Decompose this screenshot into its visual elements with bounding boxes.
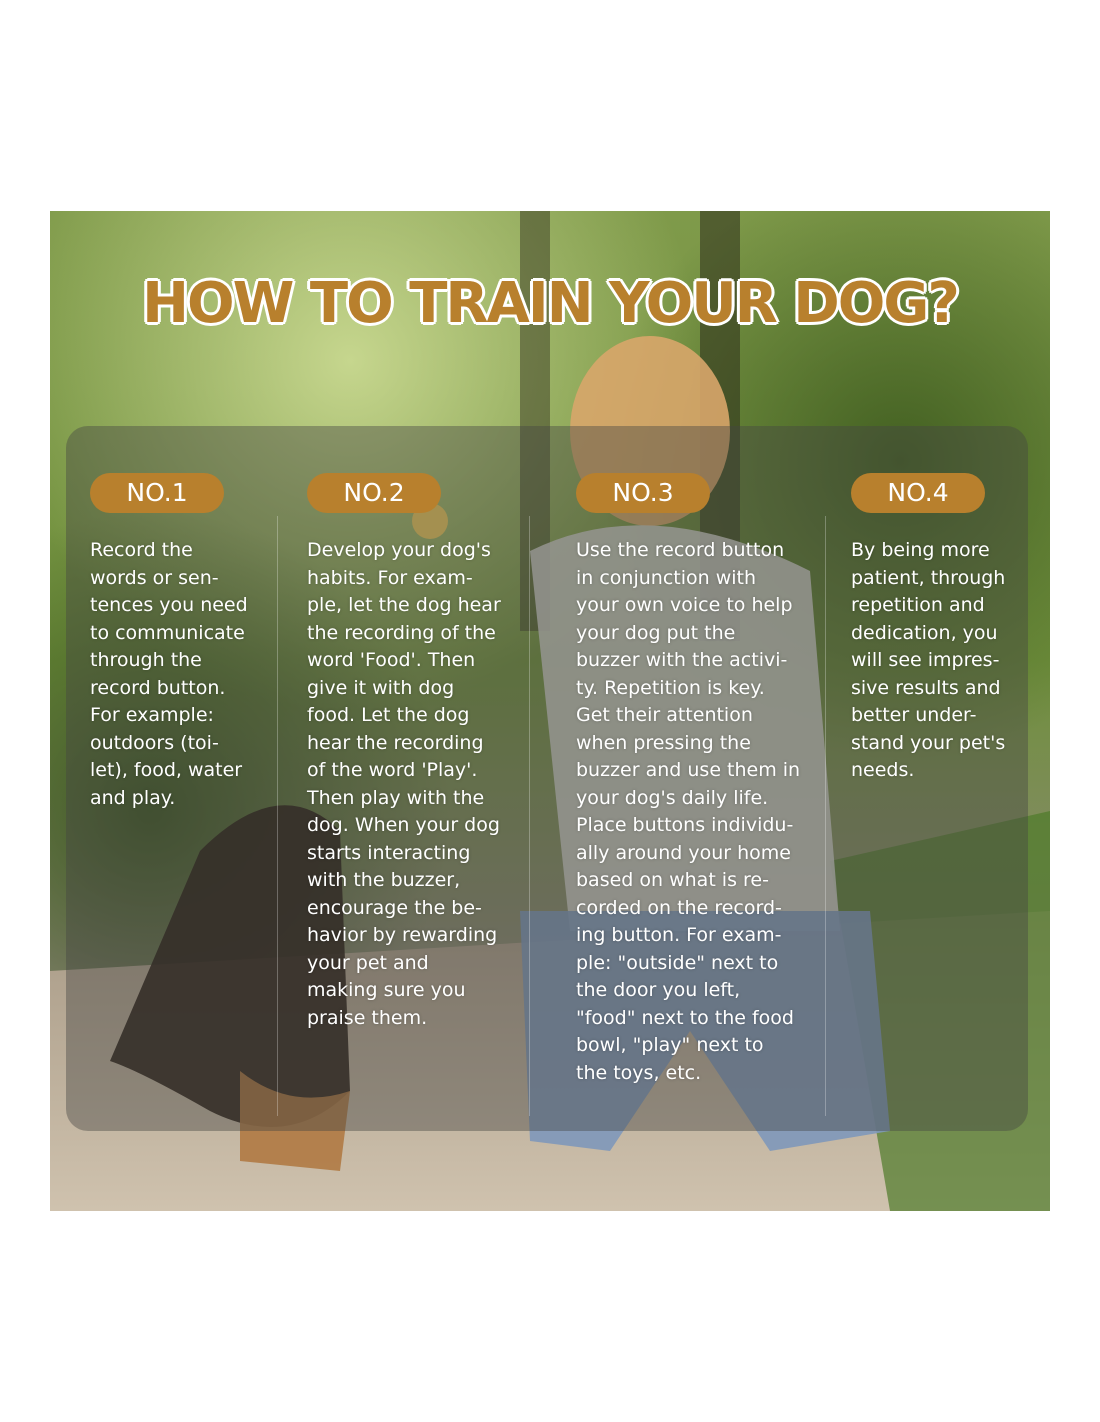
page-title: HOW TO TRAIN YOUR DOG? xyxy=(142,271,958,336)
step-3-badge: NO.3 xyxy=(576,473,710,513)
training-banner xyxy=(50,211,1050,1211)
step-1-text: Record the words or sen- tences you need to communicate through the record button. For example: outdoors (toi- let), food, water and play. xyxy=(90,539,248,809)
column-divider xyxy=(825,516,826,1116)
column-divider xyxy=(529,516,530,1116)
step-4-text: By being more patient, through repetition and dedication, you will see impres- sive results and better under- stand your pet's needs. xyxy=(851,539,1006,781)
column-divider xyxy=(277,516,278,1116)
step-3-text: Use the record button in conjunction with your own voice to help your dog put the buzzer with the activi- ty. Repetition is key. Get their attention when pressing the buzzer and use them in your dog's daily life. Place buttons individu- ally around your home based on what is re- corded on the record- ing button. For exam- ple: "outside" next to the door you left, "food" next to the food bowl, "play" next to the toys, etc. xyxy=(576,539,801,1084)
step-2-text: Develop your dog's habits. For exam- ple, let the dog hear the recording of the word 'Food'. Then give it with dog food. Let the dog hear the recording of the word 'Play'. Then play with the dog. When your dog starts interacting with the buzzer, encourage the be- havior by rewarding your pet and making sure you praise them. xyxy=(307,539,501,1029)
step-2-badge: NO.2 xyxy=(307,473,441,513)
step-1-badge: NO.1 xyxy=(90,473,224,513)
step-4-badge: NO.4 xyxy=(851,473,985,513)
